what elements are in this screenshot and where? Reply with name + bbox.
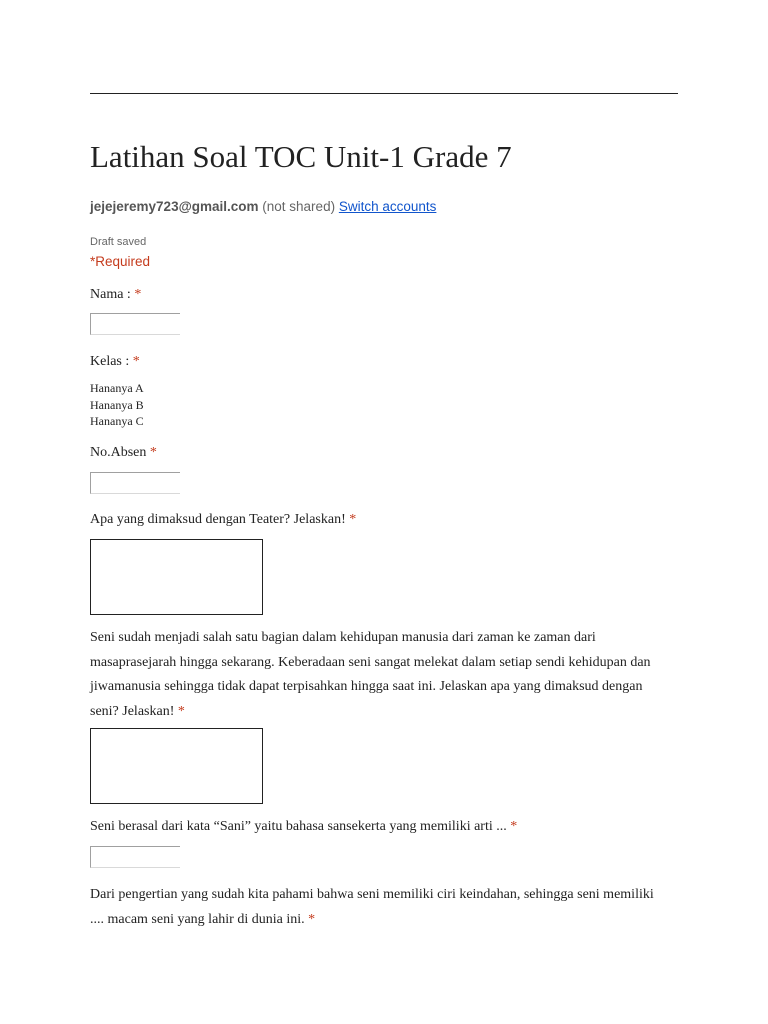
- required-marker: *: [308, 911, 316, 927]
- required-marker: *: [134, 287, 142, 302]
- switch-accounts-link[interactable]: Switch accounts: [338, 199, 437, 214]
- account-email: jejejeremy723@gmail.com: [90, 199, 259, 214]
- account-info: [90, 199, 436, 214]
- seni-answer-textarea[interactable]: [90, 728, 263, 804]
- not-shared-note: (not shared): [262, 199, 336, 214]
- kelas-option[interactable]: Hananya A: [90, 381, 144, 395]
- kelas-options: [90, 380, 144, 430]
- kelas-option[interactable]: Hananya C: [90, 414, 144, 428]
- question-sani-text: Seni berasal dari kata “Sani” yaitu bahasa sansekerta yang memiliki arti ...: [90, 819, 507, 834]
- question-seni-text: Seni sudah menjadi salah satu bagian dalam kehidupan manusia dari zaman ke zaman dari masaprasejarah hingga sekarang. Keberadaan seni sangat melekat dalam setiap sendi kehidupan dan jiwamanusia sehingga tidak dapat terpisahkan hingga saat ini. Jelaskan apa yang dimaksud dengan seni? Jelaskan!: [90, 630, 651, 719]
- top-divider: [90, 93, 678, 94]
- draft-status: Draft saved: [90, 236, 147, 248]
- kelas-option[interactable]: Hananya B: [90, 397, 144, 412]
- sani-input[interactable]: [90, 846, 180, 868]
- question-kelas-text: Kelas :: [90, 354, 130, 369]
- question-absen-label: [90, 445, 157, 461]
- required-marker: *: [349, 512, 357, 527]
- absen-input[interactable]: [90, 472, 180, 494]
- question-absen-text: No.Absen: [90, 445, 147, 460]
- question-kelas-label: [90, 354, 140, 370]
- question-teater-text: Apa yang dimaksud dengan Teater? Jelaskan!: [90, 512, 346, 527]
- required-marker: *: [149, 445, 157, 460]
- question-teater-label: [90, 512, 356, 528]
- teater-answer-textarea[interactable]: [90, 539, 263, 615]
- question-nama-text: Nama :: [90, 287, 131, 302]
- required-note: *Required: [90, 254, 151, 269]
- question-ciri-text: Dari pengertian yang sudah kita pahami bahwa seni memiliki ciri keindahan, sehingga seni memiliki .... macam seni yang lahir di dunia ini.: [90, 887, 654, 927]
- required-marker: *: [132, 354, 140, 369]
- form-title: Latihan Soal TOC Unit-1 Grade 7: [90, 139, 512, 174]
- required-marker: *: [510, 819, 518, 834]
- question-ciri-label: [90, 883, 670, 932]
- question-nama-label: [90, 287, 141, 303]
- question-sani-label: [90, 819, 517, 835]
- nama-input[interactable]: [90, 313, 180, 335]
- required-marker: *: [177, 703, 185, 719]
- question-seni-label: [90, 626, 670, 724]
